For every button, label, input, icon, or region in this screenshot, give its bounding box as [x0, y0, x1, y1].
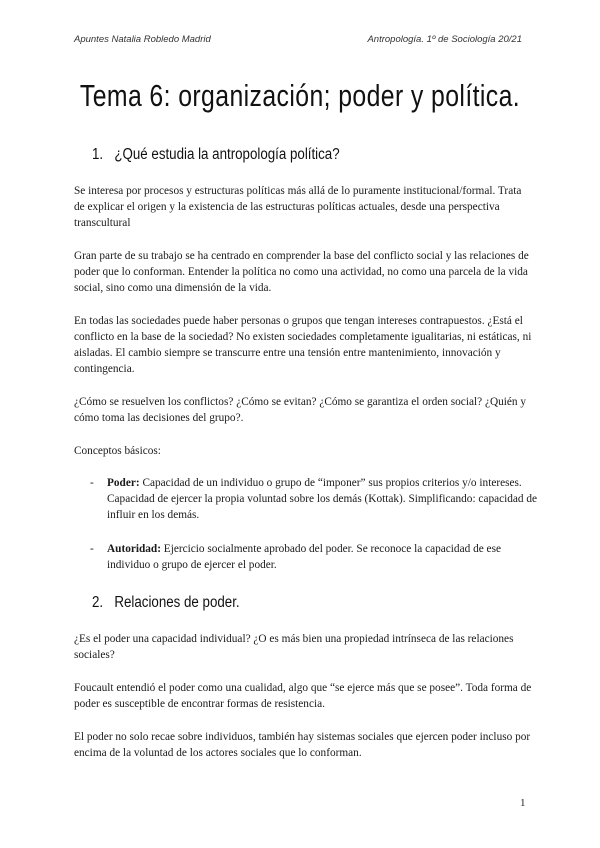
paragraph-2: Gran parte de su trabajo se ha centrado en comprender la base del conflicto social y las relaciones de poder que lo conforman. Entender la política no como una actividad, no como una parcela de la vida social, sino como una dimensión de la vida. [74, 250, 529, 294]
paragraph-7: Foucault entendió el poder como una cualidad, algo que “se ejerce más que se posee”. Toda forma de poder es susceptible de encontrar formas de resistencia. [74, 682, 532, 710]
concept-term: Autoridad: [107, 543, 161, 555]
paragraph-1: Se interesa por procesos y estructuras políticas más allá de lo puramente institucional/formal. Trata de explicar el origen y la existencia de las estructuras políticas actuales, desde una perspectiva transcultural [74, 185, 522, 229]
concept-body [107, 541, 540, 573]
concept-text: Capacidad de un individuo o grupo de “imponer” sus propios criterios y/o intereses. Capacidad de ejercer la propia voluntad sobre los demás (Kottak). Simplificando: capacidad de influir en los demás. [107, 477, 538, 521]
page-title: Tema 6: organización; poder y política. [79, 78, 521, 113]
paragraph-5: Conceptos básicos: [74, 445, 161, 457]
paragraph-8: El poder no solo recae sobre individuos, también hay sistemas sociales que ejercen poder incluso por encima de la voluntad de los actores sociales que lo conforman. [74, 731, 531, 759]
section-1-number: 1. [92, 146, 104, 163]
concept-body [107, 475, 540, 523]
header-author: Apuntes Natalia Robledo Madrid [74, 34, 211, 45]
concept-text: Ejercicio socialmente aprobado del poder. Se reconoce la capacidad de ese individuo o grupo de ejercer el poder. [107, 543, 501, 571]
section-2-heading [92, 594, 240, 612]
paragraph-6: ¿Es el poder una capacidad individual? ¿O es más bien una propiedad intrínseca de las relaciones sociales? [74, 633, 514, 661]
concept-term: Poder: [107, 477, 140, 489]
list-dash: - [90, 477, 94, 489]
header-course: Antropología. 1º de Sociología 20/21 [367, 34, 522, 45]
list-dash: - [90, 543, 94, 555]
concept-item-poder [90, 475, 540, 523]
paragraph-4: ¿Cómo se resuelven los conflictos? ¿Cómo se evitan? ¿Cómo se garantiza el orden social? ¿Quién y cómo toma las decisiones del grupo?. [74, 396, 527, 424]
section-2-title: Relaciones de poder. [114, 594, 240, 611]
section-1-title: ¿Qué estudia la antropología política? [114, 146, 340, 163]
page-header [74, 34, 522, 45]
concept-item-autoridad [90, 541, 540, 573]
page-number: 1 [520, 797, 526, 809]
section-2-number: 2. [92, 594, 104, 611]
section-1-heading [92, 146, 340, 164]
paragraph-3: En todas las sociedades puede haber personas o grupos que tengan intereses contrapuestos. ¿Está el conflicto en la base de la sociedad? No existen sociedades completamente igualitarias, ni estáticas, ni aisladas. El cambio siempre se transcurre entre una tensión entre mantenimiento, innovación y contingencia. [74, 315, 532, 375]
